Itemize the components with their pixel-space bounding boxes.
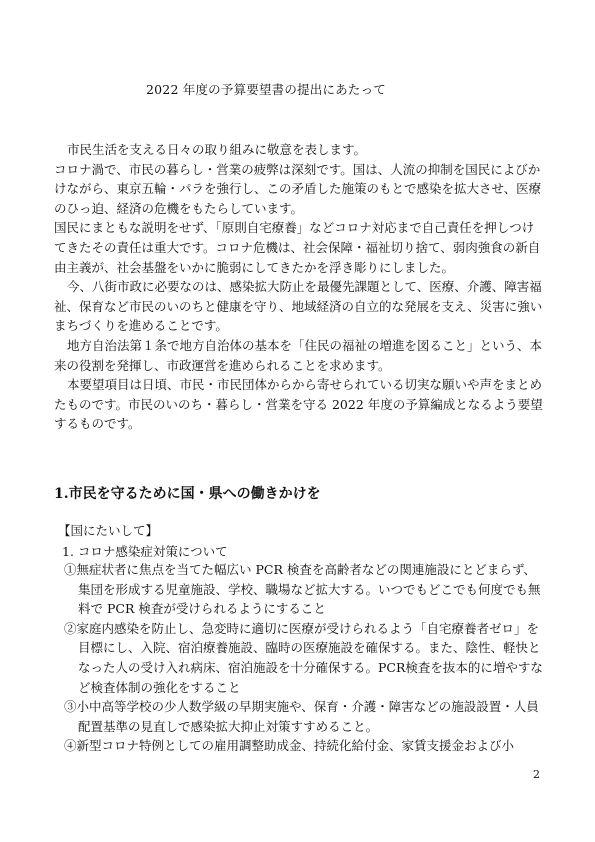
list-item: ②家庭内感染を防止し、急変時に適切に医療が受けられるよう「自宅療養者ゼロ」を目標にし、入院、宿泊療養施設、臨時の医療施設を確保する。また、陰性、軽快となった人の受け入れ病床、宿泊施設を十分確保する。PCR検査を抜本的に増やすなど検査体制の強化をすること — [64, 620, 543, 695]
request-list — [64, 560, 544, 756]
page-number: 2 — [533, 768, 540, 781]
subheading-national: 【国にたいして】 — [58, 523, 159, 538]
intro-section — [54, 140, 544, 434]
intro-paragraph-2: コロナ渦で、市民の暮らし・営業の疲弊は深刻です。国は、人流の抑制を国民によびかけながら、東京五輪・パラを強行し、この矛盾した施策のもとで感染を拡大させ、医療のひっ迫、経済の危機をもたらしています。 — [54, 161, 542, 216]
section-heading: 1.市民を守るために国・県への働きかけを — [54, 486, 321, 502]
intro-paragraph-4: 今、八街市政に必要なのは、感染拡大防止を最優先課題として、医療、介護、障害福祉、保育など市民のいのちと健康を守り、地域経済の自立的な発展を支え、災害に強いまちづくりを進めることです。 — [54, 279, 543, 334]
intro-paragraph-1: 市民生活を支える日々の取り組みに敬意を表します。 — [67, 142, 367, 157]
list-item: ④新型コロナ特例としての雇用調整助成金、持続化給付金、家賃支援金および小 — [64, 738, 515, 754]
intro-paragraph-6: 本要望項目は日頃、市民・市民団体からから寄せられている切実な願いや声をまとめたものです。市民のいのち・暮らし・営業を守る 2022 年度の予算編成となるよう要望するものです。 — [54, 377, 543, 432]
document-title: 2022 年度の予算要望書の提出にあたって — [146, 82, 386, 97]
item-heading-covid: 1. コロナ感染症対策について — [62, 544, 228, 559]
list-item: ①無症状者に焦点を当てた幅広い PCR 検査を高齢者などの関連施設にとどまらず、集団を形成する児童施設、学校、職場など拡大する。いつでもどこでも何度でも無料で PCR 検査が受けられるようにすること — [64, 562, 541, 617]
intro-paragraph-3: 国民にまともな説明をせず、「原則自宅療養」などコロナ対応まで自己責任を押しつけてきたその責任は重大です。コロナ危機は、社会保障・福祉切り捨て、弱肉強食の新自由主義が、社会基盤をいかに脆弱にしてきたかを浮き彫りにしました。 — [54, 220, 541, 275]
intro-paragraph-5: 地方自治法第１条で地方自治体の基本を「住民の福祉の増進を図ること」という、本来の役割を発揮し、市政運営を進められることを求めます。 — [54, 337, 543, 373]
list-item: ③小中高等学校の少人数学級の早期実施や、保育・介護・障害などの施設設置・人員配置基準の見直しで感染拡大抑止対策すすめること。 — [64, 699, 539, 734]
